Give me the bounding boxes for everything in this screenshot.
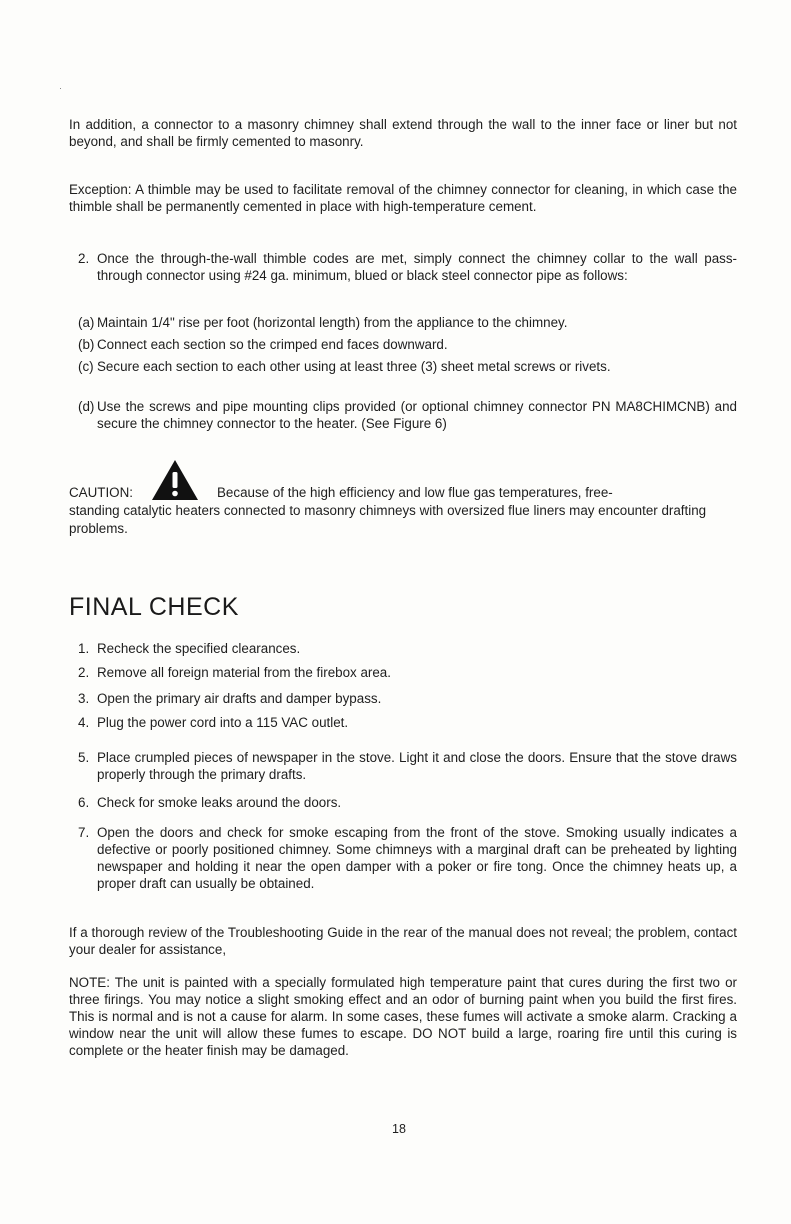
step-2-subitem-c xyxy=(78,358,737,375)
subitem-label: (d) xyxy=(78,399,95,414)
note-paragraph: NOTE: The unit is painted with a specially formulated high temperature paint that cures during the first two or three firings. You may notice a slight smoking effect and an odor of burning paint when you build the first fires. This is normal and is not a cause for alarm. In some cases, these fumes will activate a smoke alarm. Cracking a window near the unit will allow these fumes to escape. DO NOT build a large, roaring fire until this curing is complete or the heater finish may be damaged. xyxy=(69,975,737,1058)
item-number: 2. xyxy=(78,665,90,680)
caution-text-rest: standing catalytic heaters connected to masonry chimneys with oversized flue liners may encounter drafting problems. xyxy=(69,503,707,536)
final-check-item-3 xyxy=(78,690,737,707)
item-text: Place crumpled pieces of newspaper in the stove. Light it and close the doors. Ensure that the stove draws properly through the primary drafts. xyxy=(97,750,737,782)
item-number: 1. xyxy=(78,641,90,656)
step-2-subitem-d xyxy=(78,398,737,432)
scan-speck xyxy=(60,88,61,89)
subitem-text: Connect each section so the crimped end faces downward. xyxy=(97,337,448,352)
item-text: Remove all foreign material from the firebox area. xyxy=(97,665,391,680)
final-check-item-6 xyxy=(78,794,737,811)
final-check-item-7 xyxy=(78,824,737,892)
subitem-text: Use the screws and pipe mounting clips provided (or optional chimney connector PN MA8CHIMCNB) and secure the chimney connector to the heater. (See Figure 6) xyxy=(97,399,737,431)
item-text: Plug the power cord into a 115 VAC outlet. xyxy=(97,715,349,730)
item-text: Open the doors and check for smoke escaping from the front of the stove. Smoking usually indicates a defective or poorly positioned chimney. Some chimneys with a marginal draft can be preheated by lighting newspaper and holding it near the open damper with a poker or fire tong. Once the chimney heats up, a proper draft can usually be obtained. xyxy=(97,825,737,891)
item-number: 7. xyxy=(78,825,90,840)
step-2-subitem-b xyxy=(78,336,737,353)
subitem-label: (b) xyxy=(78,337,95,352)
intro-paragraph: In addition, a connector to a masonry chimney shall extend through the wall to the inner face or liner but not beyond, and shall be firmly cemented to masonry. xyxy=(69,117,737,149)
item-text: Open the primary air drafts and damper bypass. xyxy=(97,691,382,706)
troubleshooting-paragraph: If a thorough review of the Troubleshooting Guide in the rear of the manual does not reveal; the problem, contact your dealer for assistance, xyxy=(69,925,737,957)
item-text: Recheck the specified clearances. xyxy=(97,641,301,656)
step-2-subitem-a xyxy=(78,314,737,331)
final-check-item-4 xyxy=(78,714,737,731)
subitem-text: Secure each section to each other using at least three (3) sheet metal screws or rivets. xyxy=(97,359,611,374)
final-check-item-5 xyxy=(78,749,737,783)
final-check-item-1 xyxy=(78,640,737,657)
page-number: 18 xyxy=(392,1122,406,1136)
item-text: Check for smoke leaks around the doors. xyxy=(97,795,342,810)
step-2-number: 2. xyxy=(78,251,90,266)
item-number: 4. xyxy=(78,715,90,730)
step-2 xyxy=(78,250,737,284)
item-number: 3. xyxy=(78,691,90,706)
subitem-label: (a) xyxy=(78,315,95,330)
item-number: 6. xyxy=(78,795,90,810)
caution-text-line1: Because of the high efficiency and low flue gas temperatures, free- xyxy=(217,485,613,500)
step-2-text: Once the through-the-wall thimble codes are met, simply connect the chimney collar to the wall pass-through connector using #24 ga. minimum, blued or black steel connector pipe as follows: xyxy=(97,251,737,283)
subitem-text: Maintain 1/4" rise per foot (horizontal length) from the appliance to the chimney. xyxy=(97,315,568,330)
section-title: FINAL CHECK xyxy=(69,593,239,621)
subitem-label: (c) xyxy=(78,359,94,374)
item-number: 5. xyxy=(78,750,90,765)
warning-triangle-icon xyxy=(150,458,200,502)
exception-paragraph: Exception: A thimble may be used to facilitate removal of the chimney connector for cleaning, in which case the thimble shall be permanently cemented in place with high-temperature cement. xyxy=(69,182,737,214)
final-check-item-2 xyxy=(78,664,737,681)
caution-label: CAUTION: xyxy=(69,485,133,500)
